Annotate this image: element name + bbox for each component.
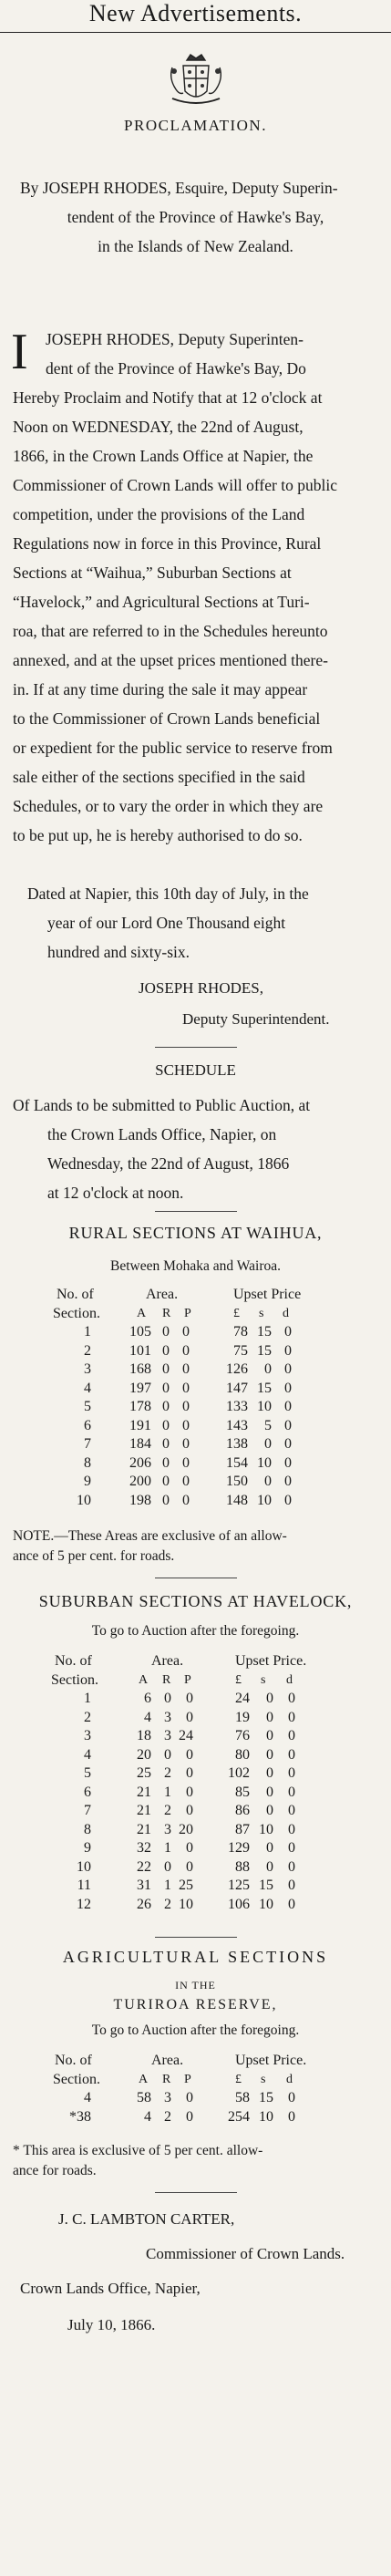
table-cell: 0 — [186, 1803, 193, 1818]
table-cell: 168 — [129, 1361, 151, 1377]
body-line: competition, under the provisions of the Land — [13, 505, 305, 523]
table-cell: 184 — [129, 1436, 151, 1452]
table-cell: 1 — [84, 1691, 91, 1706]
table-cell: 80 — [235, 1746, 250, 1763]
agricultural-in-the: IN THE — [175, 1979, 216, 1991]
table-cell: 9 — [84, 1474, 91, 1489]
col-head-pound: £ — [235, 1672, 242, 1687]
table-cell: 58 — [235, 2090, 250, 2105]
table-cell: 0 — [288, 1746, 295, 1763]
signature-title: Deputy Superintendent. — [182, 1010, 330, 1028]
col-head-d: d — [286, 1672, 293, 1687]
col-head-d: d — [283, 1306, 289, 1320]
table-row — [0, 1709, 391, 1728]
agricultural-note-line: * This area is exclusive of 5 per cent. allow- — [13, 2143, 263, 2158]
table-cell: 4 — [84, 1746, 91, 1763]
table-cell: 0 — [264, 1436, 272, 1452]
table-cell: 102 — [228, 1765, 250, 1781]
body-line: Schedules, or to vary the order in which they are — [13, 797, 324, 815]
table-row — [0, 1492, 391, 1511]
table-cell: 0 — [162, 1399, 170, 1414]
table-cell: 11 — [77, 1878, 91, 1893]
table-cell: 0 — [288, 1709, 295, 1725]
table-row — [0, 1473, 391, 1492]
table-row — [0, 1784, 391, 1803]
table-cell: 85 — [235, 1784, 250, 1800]
table-cell: 20 — [137, 1746, 151, 1763]
table-cell: 0 — [288, 2090, 295, 2105]
table-cell: 206 — [129, 1454, 151, 1471]
section-divider — [155, 1047, 237, 1048]
agricultural-table — [0, 2052, 391, 2126]
table-cell: 2 — [164, 1765, 171, 1781]
table-cell: *38 — [69, 2108, 91, 2125]
table-cell: 2 — [84, 1342, 91, 1359]
table-cell: 9 — [84, 1840, 91, 1856]
table-cell: 4 — [84, 2090, 91, 2105]
table-cell: 1 — [164, 1840, 171, 1856]
table-cell: 147 — [226, 1380, 248, 1396]
table-cell: 0 — [186, 1765, 193, 1781]
col-head-s: s — [261, 1672, 266, 1687]
table-cell: 3 — [164, 2090, 171, 2105]
table-row — [0, 1821, 391, 1840]
table-cell: 4 — [84, 1380, 91, 1396]
col-head-s: s — [259, 1306, 264, 1320]
table-cell: 0 — [266, 1728, 273, 1743]
table-cell: 0 — [186, 2090, 193, 2105]
table-cell: 10 — [257, 1454, 272, 1471]
table-cell: 7 — [84, 1803, 91, 1818]
table-cell: 0 — [186, 1691, 193, 1706]
table-cell: 20 — [179, 1821, 193, 1837]
table-cell: 0 — [162, 1324, 170, 1340]
col-head-a: A — [137, 1306, 147, 1320]
schedule-intro-line: Of Lands to be submitted to Public Auction, at — [13, 1096, 311, 1114]
body-line: Noon on WEDNESDAY, the 22nd of August, — [13, 418, 304, 436]
table-cell: 0 — [182, 1380, 190, 1396]
table-head-row — [0, 2052, 391, 2071]
table-head-row — [0, 1652, 391, 1671]
table-row — [0, 1323, 391, 1342]
table-cell: 0 — [284, 1436, 292, 1452]
table-cell: 3 — [84, 1728, 91, 1743]
body-line: roa, that are referred to in the Schedules hereunto — [13, 622, 328, 640]
table-cell: 0 — [182, 1436, 190, 1452]
table-cell: 2 — [164, 2108, 171, 2125]
table-cell: 3 — [84, 1361, 91, 1377]
col-head-a: A — [139, 2072, 149, 2086]
table-cell: 0 — [264, 1361, 272, 1377]
table-cell: 87 — [235, 1821, 250, 1837]
table-cell: 0 — [182, 1342, 190, 1359]
closing-title: Commissioner of Crown Lands. — [146, 2245, 345, 2262]
body-line: to be put up, he is hereby authorised to do so. — [13, 826, 303, 844]
table-cell: 10 — [179, 1896, 193, 1912]
table-cell: 0 — [284, 1399, 292, 1414]
table-cell: 0 — [186, 1746, 193, 1763]
table-cell: 0 — [162, 1361, 170, 1377]
body-line: to the Commissioner of Crown Lands beneficial — [13, 709, 321, 728]
col-head-r: R — [162, 1672, 171, 1687]
table-cell: 31 — [137, 1878, 151, 1893]
table-cell: 25 — [137, 1765, 151, 1781]
table-row — [0, 1746, 391, 1765]
table-cell: 10 — [77, 1492, 91, 1508]
table-cell: 15 — [257, 1380, 272, 1396]
table-cell: 7 — [84, 1436, 91, 1452]
table-cell: 0 — [186, 1840, 193, 1856]
table-cell: 0 — [288, 2108, 295, 2125]
table-row — [0, 1858, 391, 1878]
signature-name: JOSEPH RHODES, — [139, 979, 263, 997]
body-line: “Havelock,” and Agricultural Sections at Turi- — [13, 593, 310, 611]
table-cell: 0 — [162, 1436, 170, 1452]
col-head-p: P — [184, 1306, 191, 1320]
table-cell: 133 — [226, 1399, 248, 1414]
table-cell: 10 — [77, 1858, 91, 1875]
dated-line: hundred and sixty-six. — [47, 943, 190, 961]
table-cell: 0 — [264, 1474, 272, 1489]
table-cell: 0 — [266, 1858, 273, 1875]
table-cell: 25 — [179, 1878, 193, 1893]
body-line: Commissioner of Crown Lands will offer to public — [13, 476, 337, 494]
table-cell: 0 — [266, 1765, 273, 1781]
col-head-area: Area. — [151, 1653, 184, 1669]
intro-line: By JOSEPH RHODES, Esquire, Deputy Superin- — [20, 179, 338, 197]
table-cell: 0 — [288, 1784, 295, 1800]
table-cell: 254 — [228, 2108, 250, 2125]
table-cell: 15 — [257, 1342, 272, 1359]
table-cell: 0 — [288, 1821, 295, 1837]
table-cell: 0 — [288, 1878, 295, 1893]
closing-office: Crown Lands Office, Napier, — [20, 2280, 201, 2297]
table-cell: 86 — [235, 1803, 250, 1818]
table-cell: 0 — [162, 1342, 170, 1359]
table-cell: 24 — [235, 1691, 250, 1706]
table-cell: 8 — [84, 1821, 91, 1837]
table-cell: 88 — [235, 1858, 250, 1875]
table-cell: 10 — [257, 1492, 272, 1508]
suburban-subtitle: To go to Auction after the foregoing. — [91, 1623, 300, 1639]
table-cell: 2 — [84, 1709, 91, 1725]
table-row — [0, 1342, 391, 1361]
table-cell: 197 — [129, 1380, 151, 1396]
table-cell: 32 — [137, 1840, 151, 1856]
table-cell: 0 — [164, 1858, 171, 1875]
table-cell: 178 — [129, 1399, 151, 1414]
table-cell: 126 — [226, 1361, 248, 1377]
body-line: dent of the Province of Hawke's Bay, Do — [46, 359, 306, 378]
royal-crest-icon — [167, 53, 225, 108]
closing-name: J. C. LAMBTON CARTER, — [58, 2210, 235, 2228]
table-cell: 0 — [284, 1342, 292, 1359]
table-cell: 0 — [266, 1840, 273, 1856]
table-cell: 0 — [182, 1399, 190, 1414]
table-row — [0, 1380, 391, 1399]
table-row — [0, 2108, 391, 2127]
table-cell: 148 — [226, 1492, 248, 1508]
table-cell: 4 — [144, 2108, 151, 2125]
table-cell: 0 — [288, 1858, 295, 1875]
col-head-section2: Section. — [53, 2071, 100, 2087]
table-subhead-row — [0, 1671, 391, 1691]
table-cell: 3 — [164, 1728, 171, 1743]
table-cell: 0 — [266, 1803, 273, 1818]
table-cell: 0 — [164, 1746, 171, 1763]
body-line: sale either of the sections specified in the said — [13, 768, 305, 786]
agricultural-reserve: TURIROA RESERVE, — [113, 1997, 278, 2012]
table-cell: 0 — [284, 1454, 292, 1471]
table-cell: 200 — [129, 1474, 151, 1489]
dated-line: Dated at Napier, this 10th day of July, in the — [27, 885, 309, 903]
table-cell: 0 — [162, 1380, 170, 1396]
col-head-section: No. of — [55, 2053, 92, 2068]
body-line: Hereby Proclaim and Notify that at 12 o'clock at — [13, 388, 323, 407]
table-cell: 3 — [164, 1709, 171, 1725]
table-cell: 21 — [137, 1803, 151, 1818]
table-cell: 2 — [164, 1803, 171, 1818]
table-cell: 24 — [179, 1728, 193, 1743]
drop-cap: I — [11, 324, 28, 380]
table-cell: 0 — [186, 1784, 193, 1800]
table-cell: 18 — [137, 1728, 151, 1743]
table-cell: 125 — [228, 1878, 250, 1893]
table-cell: 0 — [182, 1474, 190, 1489]
table-cell: 0 — [288, 1691, 295, 1706]
col-head-section: No. of — [57, 1287, 94, 1302]
table-cell: 21 — [137, 1784, 151, 1800]
table-cell: 4 — [144, 1709, 151, 1725]
col-head-section2: Section. — [51, 1671, 98, 1688]
table-cell: 0 — [288, 1840, 295, 1856]
table-cell: 0 — [182, 1361, 190, 1377]
table-cell: 0 — [284, 1324, 292, 1340]
col-head-p: P — [184, 1672, 191, 1687]
col-head-section: No. of — [55, 1653, 92, 1669]
table-cell: 198 — [129, 1492, 151, 1508]
closing-date: July 10, 1866. — [67, 2316, 156, 2333]
table-cell: 0 — [182, 1417, 190, 1433]
page-header-title: New Advertisements. — [88, 0, 303, 26]
table-cell: 0 — [182, 1454, 190, 1471]
table-cell: 0 — [186, 1858, 193, 1875]
table-cell: 0 — [182, 1324, 190, 1340]
table-subhead-row — [0, 2071, 391, 2090]
body-line: Regulations now in force in this Province, Rural — [13, 534, 322, 553]
col-head-p: P — [184, 2072, 191, 2086]
table-cell: 22 — [137, 1858, 151, 1875]
table-cell: 0 — [186, 2108, 193, 2125]
table-cell: 129 — [228, 1840, 250, 1856]
section-divider — [155, 2192, 237, 2193]
table-row — [0, 2089, 391, 2108]
table-cell: 0 — [266, 1784, 273, 1800]
suburban-title: SUBURBAN SECTIONS AT HAVELOCK, — [38, 1592, 353, 1610]
table-row — [0, 1454, 391, 1474]
col-head-d: d — [286, 2072, 293, 2086]
table-cell: 0 — [182, 1492, 190, 1508]
table-cell: 0 — [266, 1709, 273, 1725]
table-cell: 12 — [77, 1896, 91, 1912]
table-cell: 0 — [284, 1380, 292, 1396]
table-row — [0, 1764, 391, 1784]
table-cell: 5 — [84, 1765, 91, 1781]
intro-line: tendent of the Province of Hawke's Bay, — [67, 208, 324, 226]
table-cell: 1 — [164, 1784, 171, 1800]
table-cell: 10 — [259, 2108, 273, 2125]
table-cell: 10 — [259, 1896, 273, 1912]
table-row — [0, 1690, 391, 1709]
schedule-intro-line: at 12 o'clock at noon. — [47, 1184, 184, 1202]
body-line: annexed, and at the upset prices mentioned there- — [13, 651, 328, 669]
table-cell: 1 — [84, 1324, 91, 1340]
table-cell: 8 — [84, 1454, 91, 1471]
col-head-a: A — [139, 1672, 149, 1687]
schedule-intro-line: the Crown Lands Office, Napier, on — [47, 1125, 277, 1143]
col-head-s: s — [261, 2072, 266, 2086]
table-row — [0, 1877, 391, 1896]
table-cell: 143 — [226, 1417, 248, 1433]
col-head-pound: £ — [233, 1306, 240, 1320]
table-cell: 0 — [162, 1492, 170, 1508]
table-cell: 5 — [84, 1399, 91, 1414]
table-cell: 0 — [284, 1417, 292, 1433]
table-cell: 15 — [259, 1878, 273, 1893]
table-cell: 105 — [129, 1324, 151, 1340]
rural-subtitle: Between Mohaka and Wairoa. — [110, 1258, 281, 1274]
table-cell: 0 — [288, 1728, 295, 1743]
table-cell: 75 — [233, 1342, 248, 1359]
col-head-pound: £ — [235, 2072, 242, 2086]
intro-line: in the Islands of New Zealand. — [98, 237, 293, 255]
table-cell: 6 — [84, 1784, 91, 1800]
table-row — [0, 1360, 391, 1380]
proclamation-title: PROCLAMATION. — [124, 117, 267, 134]
table-cell: 0 — [266, 1746, 273, 1763]
col-head-area: Area. — [146, 1287, 179, 1302]
table-cell: 6 — [144, 1691, 151, 1706]
table-cell: 0 — [186, 1709, 193, 1725]
agricultural-title: AGRICULTURAL SECTIONS — [62, 1948, 329, 1966]
schedule-intro-line: Wednesday, the 22nd of August, 1866 — [47, 1154, 290, 1173]
table-cell: 10 — [257, 1399, 272, 1414]
table-row — [0, 1727, 391, 1746]
table-cell: 6 — [84, 1417, 91, 1433]
rural-note-line: ance of 5 per cent. for roads. — [13, 1548, 175, 1564]
table-cell: 78 — [233, 1324, 248, 1340]
table-cell: 0 — [288, 1803, 295, 1818]
table-cell: 1 — [164, 1878, 171, 1893]
table-cell: 150 — [226, 1474, 248, 1489]
rural-note-line: NOTE.—These Areas are exclusive of an allow- — [13, 1528, 287, 1544]
table-row — [0, 1417, 391, 1436]
table-cell: 0 — [284, 1361, 292, 1377]
table-cell: 138 — [226, 1436, 248, 1452]
header-rule — [0, 32, 391, 33]
table-cell: 5 — [264, 1417, 272, 1433]
table-cell: 191 — [129, 1417, 151, 1433]
table-cell: 0 — [164, 1691, 171, 1706]
table-cell: 10 — [259, 1821, 273, 1837]
table-cell: 26 — [137, 1896, 151, 1912]
table-cell: 15 — [259, 2090, 273, 2105]
table-cell: 19 — [235, 1709, 250, 1725]
body-line: in. If at any time during the sale it may appear — [13, 680, 308, 698]
table-row — [0, 1896, 391, 1915]
table-cell: 58 — [137, 2090, 151, 2105]
table-cell: 0 — [162, 1454, 170, 1471]
table-row — [0, 1435, 391, 1454]
table-cell: 0 — [266, 1691, 273, 1706]
col-head-price: Upset Price. — [235, 1653, 307, 1669]
table-cell: 3 — [164, 1821, 171, 1837]
agricultural-note-line: ance for roads. — [13, 2163, 97, 2178]
body-line: or expedient for the public service to reserve from — [13, 739, 333, 757]
table-row — [0, 1802, 391, 1821]
table-cell: 101 — [129, 1342, 151, 1359]
table-cell: 0 — [288, 1896, 295, 1912]
table-row — [0, 1398, 391, 1417]
agricultural-subtitle: To go to Auction after the foregoing. — [91, 2023, 300, 2038]
body-line: Sections at “Waihua,” Suburban Sections at — [13, 564, 292, 582]
table-cell: 0 — [284, 1474, 292, 1489]
col-head-section2: Section. — [53, 1305, 100, 1321]
body-line: JOSEPH RHODES, Deputy Superinten- — [46, 330, 304, 348]
dated-line: year of our Lord One Thousand eight — [47, 914, 286, 932]
table-cell: 154 — [226, 1454, 248, 1471]
rural-title: RURAL SECTIONS AT WAIHUA, — [68, 1224, 323, 1242]
table-cell: 0 — [288, 1765, 295, 1781]
section-divider — [155, 1937, 237, 1938]
suburban-table — [0, 1652, 391, 1914]
table-cell: 76 — [235, 1728, 250, 1743]
table-cell: 15 — [257, 1324, 272, 1340]
table-row — [0, 1839, 391, 1858]
rural-table — [0, 1286, 391, 1510]
table-cell: 0 — [162, 1417, 170, 1433]
table-cell: 0 — [284, 1492, 292, 1508]
col-head-price: Upset Price. — [235, 2053, 307, 2068]
table-head-row — [0, 1286, 391, 1305]
table-subhead-row — [0, 1305, 391, 1324]
col-head-r: R — [162, 1306, 171, 1320]
table-cell: 106 — [228, 1896, 250, 1912]
body-line: 1866, in the Crown Lands Office at Napier, the — [13, 447, 314, 465]
col-head-r: R — [162, 2072, 171, 2086]
col-head-area: Area. — [151, 2053, 184, 2068]
table-cell: 2 — [164, 1896, 171, 1912]
col-head-price: Upset Price — [233, 1287, 302, 1302]
section-divider — [155, 1211, 237, 1212]
table-cell: 0 — [162, 1474, 170, 1489]
schedule-title: SCHEDULE — [155, 1061, 236, 1079]
table-cell: 21 — [137, 1821, 151, 1837]
